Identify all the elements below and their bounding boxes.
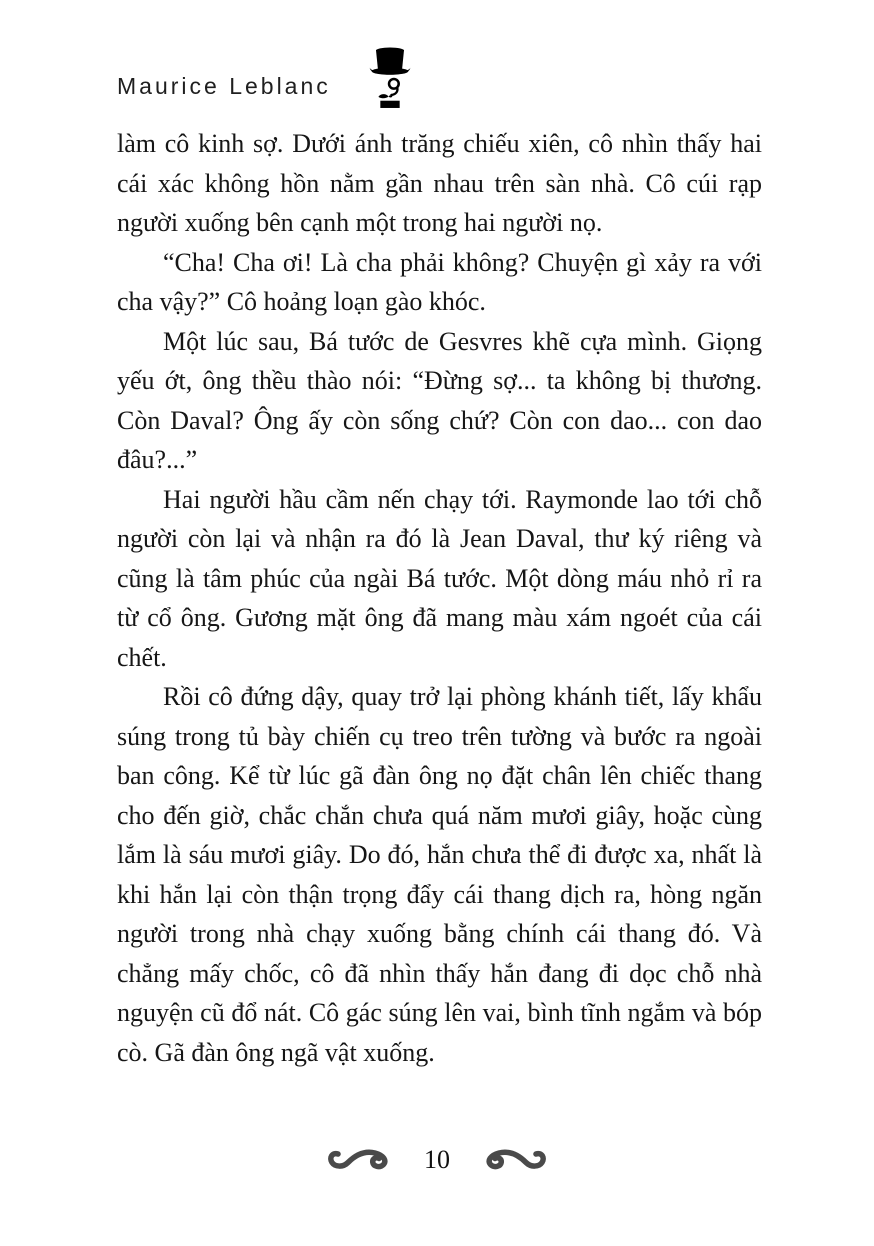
- page-footer: [0, 1138, 874, 1182]
- paragraph: làm cô kinh sợ. Dưới ánh trăng chiếu xiên, cô nhìn thấy hai cái xác không hồn nằm gần nhau trên sàn nhà. Cô cúi rạp người xuống bên cạnh một trong hai người nọ.: [117, 129, 762, 237]
- flourish-left-icon: [328, 1146, 392, 1174]
- paragraph: Một lúc sau, Bá tước de Gesvres khẽ cựa mình. Giọng yếu ớt, ông thều thào nói: “Đừng sợ... ta không bị thương. Còn Daval? Ông ấy còn sống chứ? Còn con dao... con dao đâu?...”: [117, 326, 762, 474]
- page-text: [117, 124, 762, 1072]
- author-name: Maurice Leblanc: [117, 72, 331, 99]
- paragraph: Rồi cô đứng dậy, quay trở lại phòng khánh tiết, lấy khẩu súng trong tủ bày chiến cụ treo trên tường và bước ra ngoài ban công. Kể từ lúc gã đàn ông nọ đặt chân lên chiếc thang cho đến giờ, chắc chắn chưa quá năm mươi giây, hoặc cùng lắm là sáu mươi giây. Do đó, hắn chưa thể đi được xa, nhất là khi hắn lại còn thận trọng đẩy cái thang dịch ra, hòng ngăn người trong nhà chạy xuống bằng chính cái thang đó. Và chẳng mấy chốc, cô đã nhìn thấy hắn đang đi dọc chỗ nhà nguyện cũ đổ nát. Cô gác súng lên vai, bình tĩnh ngắm và bóp cò. Gã đàn ông ngã vật xuống.: [117, 682, 762, 1067]
- flourish-right-icon: [482, 1146, 546, 1174]
- page-number: 10: [424, 1145, 450, 1174]
- top-hat-monocle-mustache-icon: [361, 46, 419, 110]
- paragraph: “Cha! Cha ơi! Là cha phải không? Chuyện gì xảy ra với cha vậy?” Cô hoảng loạn gào khóc.: [117, 247, 762, 316]
- page-header: [117, 46, 419, 110]
- paragraph: Hai người hầu cầm nến chạy tới. Raymonde lao tới chỗ người còn lại và nhận ra đó là Jean Daval, thư ký riêng và cũng là tâm phúc của ngài Bá tước. Một dòng máu nhỏ rỉ ra từ cổ ông. Gương mặt ông đã mang màu xám ngoét của cái chết.: [117, 484, 762, 672]
